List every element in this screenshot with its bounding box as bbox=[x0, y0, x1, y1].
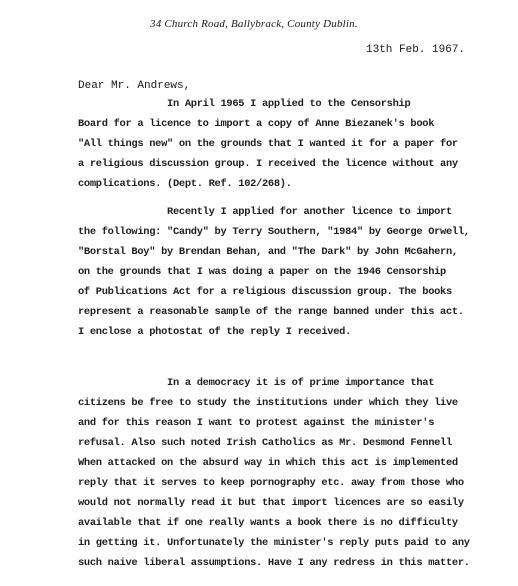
text-line: would not normally read it but that import licences are so easily bbox=[78, 497, 464, 509]
text-line: In April 1965 I applied to the Censorship bbox=[78, 98, 411, 110]
text-line: and for this reason I want to protest against the minister's bbox=[78, 417, 435, 429]
text-line: "Borstal Boy" by Brendan Behan, and "The Dark" by John McGahern, bbox=[78, 246, 458, 258]
sender-address: 34 Church Road, Ballybrack, County Dublin. bbox=[150, 18, 358, 30]
text-line: "All things new" on the grounds that I wanted it for a paper for bbox=[78, 138, 458, 150]
text-line: such naive liberal assumptions. Have I any redress in this matter. bbox=[78, 557, 470, 569]
text-line: a religious discussion group. I received the licence without any bbox=[78, 158, 458, 170]
text-line: reply that it serves to keep pornography etc. away from those who bbox=[78, 477, 464, 489]
text-line: In a democracy it is of prime importance that bbox=[78, 377, 435, 389]
paragraph-2 bbox=[78, 202, 470, 342]
text-line: Recently I applied for another licence to import bbox=[78, 206, 452, 218]
text-line: citizens be free to study the institutions under which they live bbox=[78, 397, 458, 409]
text-line: When attacked on the absurd way in which this act is implemented bbox=[78, 457, 458, 469]
paragraph-3 bbox=[78, 373, 470, 573]
text-line: on the grounds that I was doing a paper on the 1946 Censorship bbox=[78, 266, 446, 278]
text-line: refusal. Also such noted Irish Catholics as Mr. Desmond Fennell bbox=[78, 437, 452, 449]
text-line: of Publications Act for a religious discussion group. The books bbox=[78, 286, 452, 298]
paragraph-1 bbox=[78, 94, 458, 194]
text-line: I enclose a photostat of the reply I received. bbox=[78, 326, 352, 338]
salutation: Dear Mr. Andrews, bbox=[78, 80, 191, 92]
text-line: complications. (Dept. Ref. 102/268). bbox=[78, 178, 292, 190]
text-line: Board for a licence to import a copy of Anne Biezanek's book bbox=[78, 118, 435, 130]
text-line: in getting it. Unfortunately the minister's reply puts paid to any bbox=[78, 537, 470, 549]
letter-date: 13th Feb. 1967. bbox=[366, 44, 466, 56]
text-line: the following: "Candy" by Terry Southern, "1984" by George Orwell, bbox=[78, 226, 470, 238]
text-line: represent a reasonable sample of the range banned under this act. bbox=[78, 306, 464, 318]
text-line: available that if one really wants a book there is no difficulty bbox=[78, 517, 458, 529]
